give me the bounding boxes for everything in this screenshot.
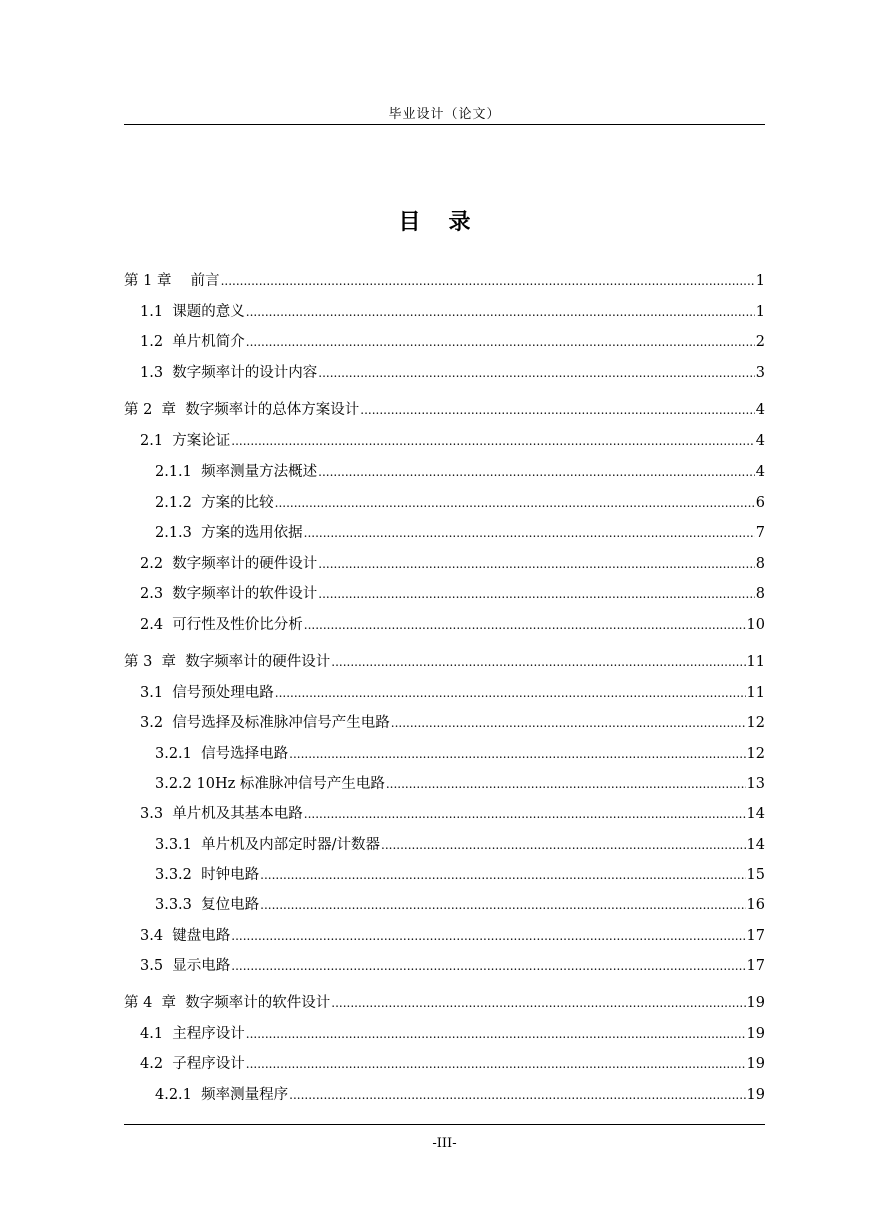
dot-leader (231, 432, 754, 450)
running-header: 毕业设计（论文） (388, 107, 501, 122)
toc-entry[interactable] (124, 832, 765, 854)
footer-rule (124, 1124, 765, 1125)
toc-entry[interactable] (124, 892, 765, 914)
toc-entry-page-number: 13 (746, 776, 765, 792)
dot-leader (231, 927, 745, 945)
dot-leader (275, 684, 746, 702)
toc-entry-title: 1.3 数字频率计的设计内容 (140, 365, 318, 381)
toc-entry-title: 2.3 数字频率计的软件设计 (140, 586, 318, 602)
toc-entry-title: 3.3.1 单片机及内部定时器/计数器 (155, 837, 380, 853)
toc-entry-title: 2.1.2 方案的比较 (155, 495, 274, 511)
toc-entry-title: 4.2 子程序设计 (140, 1056, 245, 1072)
toc-entry-page-number: 16 (746, 897, 765, 913)
toc-entry[interactable] (124, 459, 765, 481)
toc-entry-title: 3.2.1 信号选择电路 (155, 746, 289, 762)
dot-leader (304, 805, 746, 823)
toc-entry[interactable] (124, 329, 765, 351)
toc-entry[interactable] (124, 360, 765, 382)
toc-entry-title: 1.1 课题的意义 (140, 304, 245, 320)
toc-entry-page-number: 2 (755, 334, 765, 350)
toc-entry-page-number: 11 (746, 654, 765, 670)
toc-entry-page-number: 4 (755, 433, 765, 449)
toc-entry-page-number: 1 (755, 273, 765, 289)
toc-entry-title: 2.1.3 方案的选用依据 (155, 525, 303, 541)
toc-entry[interactable] (124, 1021, 765, 1043)
toc-title (0, 205, 869, 236)
dot-leader (318, 585, 754, 603)
toc-entry-title: 3.5 显示电路 (140, 958, 231, 974)
toc-entry-title: 4.1 主程序设计 (140, 1026, 245, 1042)
toc-entry-page-number: 7 (755, 525, 765, 541)
toc-entry[interactable] (124, 923, 765, 945)
toc-entry[interactable] (124, 581, 765, 603)
toc-entry-title: 第 4 章 数字频率计的软件设计 (124, 995, 331, 1011)
dot-leader (360, 401, 754, 419)
toc-entry-page-number: 19 (746, 1056, 765, 1072)
toc-entry-page-number: 15 (746, 867, 765, 883)
toc-entry[interactable] (124, 1051, 765, 1073)
toc-entry-page-number: 14 (746, 806, 765, 822)
toc-entry[interactable] (124, 862, 765, 884)
toc-entry[interactable] (124, 520, 765, 542)
toc-entry[interactable] (124, 771, 765, 793)
toc-title-char-1: 目 (398, 209, 421, 235)
toc-entry-title: 3.4 键盘电路 (140, 928, 231, 944)
toc-entry[interactable] (124, 680, 765, 702)
dot-leader (246, 333, 755, 351)
toc-entry-title: 3.2 信号选择及标准脉冲信号产生电路 (140, 715, 390, 731)
toc-entry-title: 第 2 章 数字频率计的总体方案设计 (124, 402, 360, 418)
toc-entry-title: 2.1 方案论证 (140, 433, 231, 449)
dot-leader (289, 745, 745, 763)
toc-entry[interactable] (124, 953, 765, 975)
toc-entry-page-number: 17 (746, 958, 765, 974)
toc-entry[interactable] (124, 990, 765, 1012)
toc-entry-page-number: 4 (755, 402, 765, 418)
toc-entry-page-number: 17 (746, 928, 765, 944)
toc-entry-title: 2.2 数字频率计的硬件设计 (140, 556, 318, 572)
dot-leader (331, 653, 745, 671)
dot-leader (246, 1055, 746, 1073)
toc-entry-page-number: 3 (755, 365, 765, 381)
toc-entry-page-number: 6 (755, 495, 765, 511)
dot-leader (331, 994, 745, 1012)
toc-entry-title: 3.3.3 复位电路 (155, 897, 260, 913)
toc-title-char-2: 录 (448, 209, 471, 235)
dot-leader (381, 836, 746, 854)
toc-entry-title: 3.1 信号预处理电路 (140, 685, 274, 701)
toc-entry-page-number: 19 (746, 1087, 765, 1103)
page-number: -III- (432, 1136, 457, 1151)
toc-entry-title: 第 3 章 数字频率计的硬件设计 (124, 654, 331, 670)
toc-entry[interactable] (124, 268, 765, 290)
toc-entry-page-number: 14 (746, 837, 765, 853)
toc-entry-title: 3.3.2 时钟电路 (155, 867, 260, 883)
toc-entry-page-number: 19 (746, 1026, 765, 1042)
dot-leader (289, 1086, 745, 1104)
dot-leader (304, 616, 746, 634)
toc-entry-page-number: 8 (755, 586, 765, 602)
dot-leader (304, 524, 755, 542)
toc-entry-page-number: 19 (746, 995, 765, 1011)
toc-entry-title: 4.2.1 频率测量程序 (155, 1087, 289, 1103)
dot-leader (231, 957, 745, 975)
toc-entry[interactable] (124, 649, 765, 671)
toc-entry-page-number: 4 (755, 464, 765, 480)
dot-leader (318, 364, 754, 382)
toc-entry-page-number: 8 (755, 556, 765, 572)
toc-entry[interactable] (124, 741, 765, 763)
toc-entry-title: 第 1 章 前言 (124, 273, 220, 289)
dot-leader (275, 494, 755, 512)
toc-entry-page-number: 10 (746, 617, 765, 633)
header-rule (124, 124, 765, 125)
toc-entry-title: 3.3 单片机及其基本电路 (140, 806, 303, 822)
toc-entry[interactable] (124, 612, 765, 634)
toc-entry-title: 2.1.1 频率测量方法概述 (155, 464, 318, 480)
toc-entry[interactable] (124, 710, 765, 732)
dot-leader (246, 303, 755, 321)
toc-entry-page-number: 12 (746, 715, 765, 731)
toc-entry-page-number: 11 (746, 685, 765, 701)
toc-entry-title: 2.4 可行性及性价比分析 (140, 617, 303, 633)
toc-entry[interactable] (124, 397, 765, 419)
toc-entry[interactable] (124, 551, 765, 573)
toc-entry[interactable] (124, 428, 765, 450)
toc-entry[interactable] (124, 490, 765, 512)
toc-entry-page-number: 12 (746, 746, 765, 762)
dot-leader (386, 775, 746, 793)
toc-entry-title: 3.2.2 10Hz 标准脉冲信号产生电路 (155, 776, 385, 792)
dot-leader (318, 555, 754, 573)
dot-leader (260, 896, 745, 914)
dot-leader (260, 866, 745, 884)
dot-leader (318, 463, 755, 481)
toc-entry[interactable] (124, 1082, 765, 1104)
dot-leader (221, 272, 755, 290)
dot-leader (391, 714, 746, 732)
toc-entry-title: 1.2 单片机简介 (140, 334, 245, 350)
toc-entry[interactable] (124, 801, 765, 823)
dot-leader (246, 1025, 746, 1043)
toc-entry-page-number: 1 (755, 304, 765, 320)
toc-entry[interactable] (124, 299, 765, 321)
